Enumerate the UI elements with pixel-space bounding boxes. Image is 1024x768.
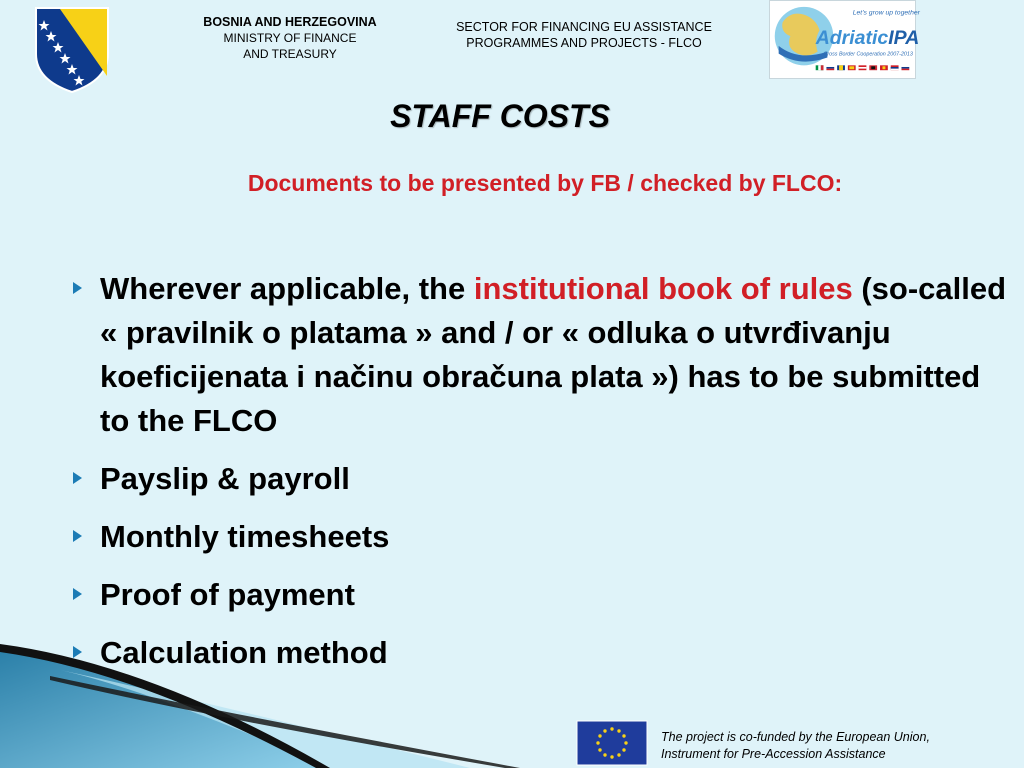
bullet-item [72,457,1012,501]
bullet-arrow-icon [73,588,82,600]
slide-subtitle: Documents to be presented by FB / checked by FLCO: [247,170,843,196]
footer-line-2: Instrument for Pre-Accession Assistance [661,747,886,761]
bullet-1-highlight: institutional book of rules [473,271,853,306]
bullet-4-text: Proof of payment [100,577,355,612]
bullet-list [72,267,1012,675]
sector-header [432,19,736,51]
logo-name-part2: IPA [888,26,920,49]
bullet-item [72,573,1012,617]
eu-flag-icon [577,721,647,765]
bullet-item [72,515,1012,559]
decorative-swoosh [0,640,600,768]
slide-title: STAFF COSTS [390,98,610,134]
bullet-5-text: Calculation method [100,635,388,670]
ministry-header [178,14,402,62]
ministry-line-1: MINISTRY OF FINANCE [223,31,357,45]
bullet-arrow-icon [73,530,82,542]
logo-flags-icon [816,65,910,70]
bullet-1-before: Wherever applicable, the [100,271,474,306]
svg-text:AdriaticIPA [815,27,920,49]
bullet-3-text: Monthly timesheets [100,519,390,554]
coat-of-arms-icon [34,6,110,94]
ministry-line-2: AND TREASURY [243,47,337,61]
logo-name-part1: Adriatic [815,26,889,49]
bullet-arrow-icon [73,472,82,484]
bullet-1-after: (so-called « pravilnik o platama » and / or « odluka o utvrđivanju koeficijenata i načinu obračuna plata ») has to be submitted to the FLCO [100,271,1007,438]
bullet-item [72,267,1012,443]
sector-line-2: PROGRAMMES AND PROJECTS - FLCO [466,36,702,50]
logo-tagline: Let's grow up together [852,9,920,17]
bullet-2-text: Payslip & payroll [100,461,350,496]
country-name: BOSNIA AND HERZEGOVINA [203,15,377,29]
bullet-arrow-icon [73,282,82,294]
sector-line-1: SECTOR FOR FINANCING EU ASSISTANCE [456,20,712,34]
footer-note [661,729,1001,763]
adriatic-ipa-logo [769,0,920,79]
logo-subline: Cross Border Cooperation 2007-2013 [823,51,913,58]
footer-line-1: The project is co-funded by the European Union, [661,730,930,744]
